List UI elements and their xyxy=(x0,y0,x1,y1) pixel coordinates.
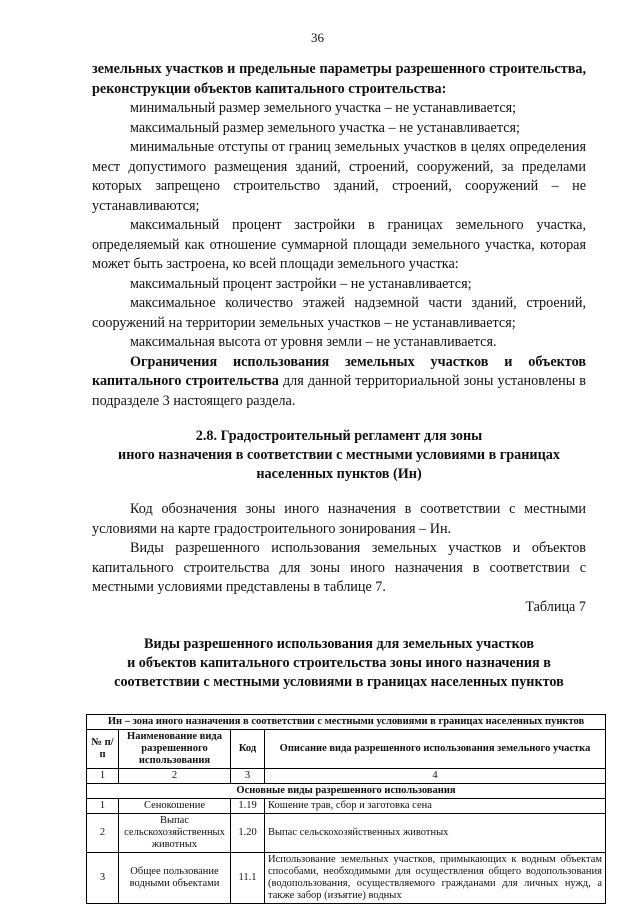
paragraph-max-size: максимальный размер земельного участка – не устанавливается; xyxy=(130,119,520,136)
page-content xyxy=(91,60,602,904)
land-use-table xyxy=(86,714,606,904)
paragraph-height: максимальная высота от уровня земли – не устанавливается. xyxy=(130,334,497,350)
col-number: 2 xyxy=(119,769,231,784)
row-code: 1.19 xyxy=(231,799,265,814)
row-name: Выпас сельскохозяйственных животных xyxy=(119,814,231,853)
row-desc: Использование земельных участков, примыкающих к водным объектам способами, необходимыми для осуществления общего водопользования (водопользования, осуществляемого гражданами для личных нужд, а также забор (изъятие) водных xyxy=(265,853,606,904)
row-num: 1 xyxy=(87,799,119,814)
col-number: 1 xyxy=(87,769,119,784)
table-row xyxy=(87,799,606,814)
header-name: Наименование вида разрешенного использования xyxy=(119,730,231,769)
table-title-line3: соответствии с местными условиями в границах населенных пунктов xyxy=(114,674,564,690)
header-code: Код xyxy=(231,730,265,769)
table-label: Таблица 7 xyxy=(525,598,586,615)
table-header-row xyxy=(87,730,606,769)
table-caption: Ин – зона иного назначения в соответствии с местными условиями в границах населенных пунктов xyxy=(87,715,606,730)
section-heading-line2: иного назначения в соответствии с местными условиями в границах xyxy=(118,447,560,463)
table-row xyxy=(87,853,606,904)
row-name: Сенокошение xyxy=(119,799,231,814)
paragraph-params-intro: земельных участков и предельные параметры разрешенного строительства, реконструкции объектов капитального строительства: xyxy=(92,61,586,97)
paragraph-coverage: максимальный процент застройки – не устанавливается; xyxy=(130,275,472,292)
header-num: № п/п xyxy=(87,730,119,769)
row-num: 3 xyxy=(87,853,119,904)
restrictions-rest: для данной территориальной зоны установлены в подразделе 3 настоящего раздела. xyxy=(92,373,587,409)
paragraph-min-size: минимальный размер земельного участка – не устанавливается; xyxy=(130,100,517,116)
col-number: 3 xyxy=(231,769,265,784)
table-title-line2: и объектов капитального строительства зоны иного назначения в xyxy=(127,655,551,671)
table-title-line1: Виды разрешенного использования для земельных участков xyxy=(144,636,534,652)
column-number-row xyxy=(87,769,606,784)
restrictions-bold: Ограничения использования земельных участков и объектов капитального строительства xyxy=(92,353,586,389)
section-heading xyxy=(92,427,586,484)
table-caption-row xyxy=(87,715,606,730)
row-name: Общее пользование водными объектами xyxy=(119,853,231,904)
group-label: Основные виды разрешенного использования xyxy=(87,784,606,799)
section-heading-line3: населенных пунктов (Ин) xyxy=(256,466,422,482)
paragraph-zone-code: Код обозначения зоны иного назначения в соответствии с местными условиями на карте градостроительного зонирования – Ин. xyxy=(92,501,586,537)
table-title xyxy=(92,635,586,692)
row-num: 2 xyxy=(87,814,119,853)
row-desc: Выпас сельскохозяйственных животных xyxy=(265,814,606,853)
table-row xyxy=(87,814,606,853)
row-code: 11.1 xyxy=(231,853,265,904)
paragraph-setbacks: минимальные отступы от границ земельных участков в целях определения мест допустимого размещения зданий, строений, сооружений, за пределами которых запрещено строительство зданий, строений, сооружений – не устанавливаются; xyxy=(92,139,586,214)
row-code: 1.20 xyxy=(231,814,265,853)
page-number: 36 xyxy=(311,30,324,45)
row-desc: Кошение трав, сбор и заготовка сена xyxy=(265,799,606,814)
group-row xyxy=(87,784,606,799)
section-heading-line1: 2.8. Градостроительный регламент для зоны xyxy=(195,428,483,444)
paragraph-table-ref: Виды разрешенного использования земельных участков и объектов капитального строительства для зоны иного назначения в соответствии с местными условиями представлены в таблице 7. xyxy=(92,540,586,595)
col-number: 4 xyxy=(265,769,606,784)
paragraph-floors: максимальное количество этажей надземной части зданий, строений, сооружений на территории земельных участков – не устанавливается; xyxy=(92,295,586,331)
paragraph-restrictions xyxy=(92,353,586,412)
header-desc: Описание вида разрешенного использования земельного участка xyxy=(265,730,606,769)
paragraph-coverage-def: максимальный процент застройки в границах земельного участка, определяемый как отношение суммарной площади земельного участка, которая может быть застроена, ко всей площади земельного участка: xyxy=(92,217,586,272)
